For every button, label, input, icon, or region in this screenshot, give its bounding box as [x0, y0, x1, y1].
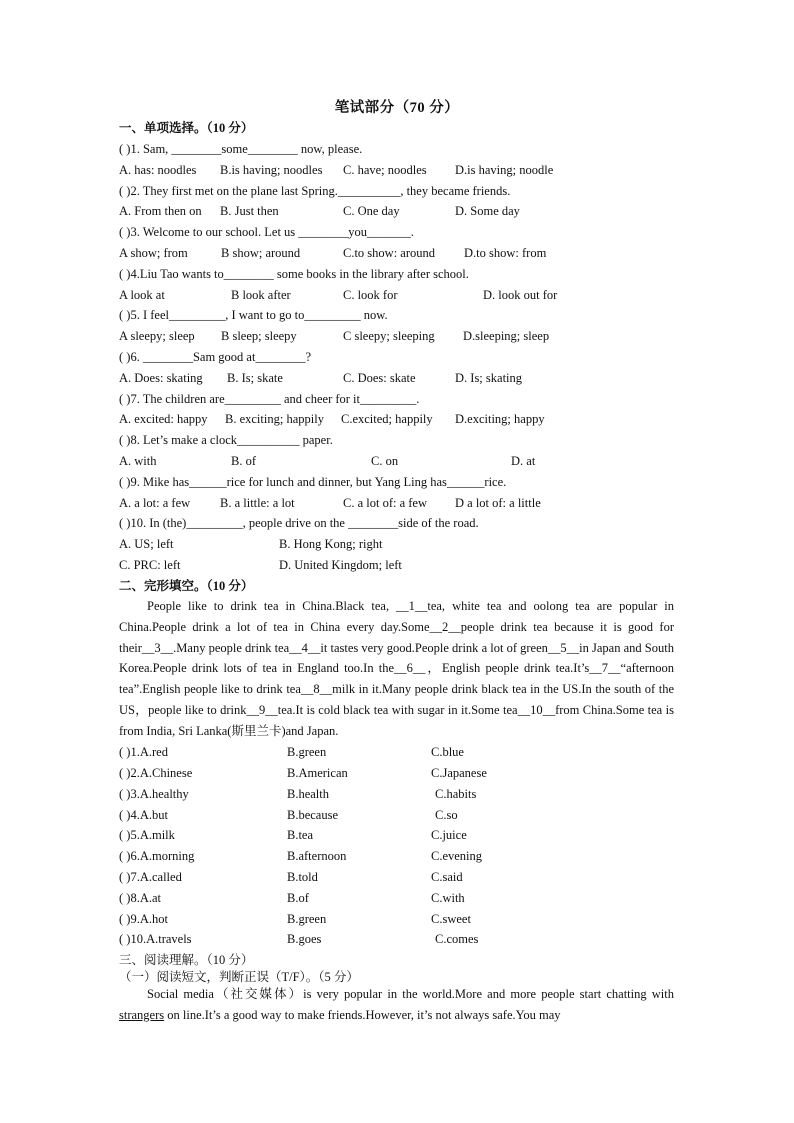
q1-opt-b: B.is having; noodles [220, 163, 323, 177]
cloze-row-9-c: C.sweet [431, 912, 471, 926]
cloze-row-7-b: B.told [287, 870, 318, 884]
q10-opt-b: B. Hong Kong; right [279, 537, 383, 551]
section1-heading: 一、单项选择。（10 分） [119, 121, 254, 135]
cloze-row-9-a: ( )9.A.hot [119, 912, 168, 926]
cloze-row-8-c: C.with [431, 891, 465, 905]
q6-opt-c: C. Does: skate [343, 371, 416, 385]
cloze-row-3-c: C.habits [435, 787, 477, 801]
q1-opt-a: A. has: noodles [119, 163, 197, 177]
q5-opt-a: A sleepy; sleep [119, 329, 195, 343]
cloze-row-8-b: B.of [287, 891, 309, 905]
q2-opt-d: D. Some day [455, 204, 520, 218]
cloze-row-2-c: C.Japanese [431, 766, 487, 780]
q4-opt-d: D. look out for [483, 288, 558, 302]
blank-7: __7__ [589, 661, 621, 676]
cloze-row-5-a: ( )5.A.milk [119, 828, 175, 842]
q6-opt-b: B. Is; skate [227, 371, 283, 385]
q7-opt-a: A. excited: happy [119, 412, 208, 426]
cloze-row-2-a: ( )2.A.Chinese [119, 766, 193, 780]
q2-stem: ( )2. They first met on the plane last Spring.__________, they became friends. [119, 184, 511, 198]
q7-opt-c: C.excited; happily [341, 412, 433, 426]
reading-passage: Social media（社交媒体）is very popular in the world.More and more people start chatting with strangers on line.It’s a good way to make friends.However, it’s not always safe.You may [119, 987, 674, 1022]
cloze-row-6-b: B.afternoon [287, 849, 347, 863]
q3-opt-a: A show; from [119, 246, 188, 260]
q2-opt-c: C. One day [343, 204, 400, 218]
q5-opt-b: B sleep; sleepy [221, 329, 297, 343]
q4-opt-a: A look at [119, 288, 165, 302]
q9-opt-d: D a lot of: a little [455, 496, 541, 510]
blank-8: __8__ [300, 682, 333, 697]
cloze-row-6-a: ( )6.A.morning [119, 849, 195, 863]
cloze-row-4-c: C.so [435, 808, 458, 822]
q1-stem: ( )1. Sam, ________some________ now, please. [119, 142, 363, 156]
cloze-row-1-c: C.blue [431, 745, 464, 759]
cloze-row-2-b: B.American [287, 766, 348, 780]
blank-3: __3__ [141, 640, 174, 655]
q2-opt-a: A. From then on [119, 204, 202, 218]
blank-5: __5__ [547, 640, 580, 655]
q3-opt-c: C.to show: around [343, 246, 436, 260]
cloze-row-10-a: ( )10.A.travels [119, 932, 192, 946]
q10-stem: ( )10. In (the)_________, people drive on the ________side of the road. [119, 516, 479, 530]
q1-opt-d: D.is having; noodle [455, 163, 554, 177]
section3-subheading: （一）阅读短文，判断正误（T/F）。（5 分） [119, 970, 359, 984]
cloze-row-1-a: ( )1.A.red [119, 745, 168, 759]
cloze-row-8-a: ( )8.A.at [119, 891, 161, 905]
q8-opt-a: A. with [119, 454, 157, 468]
cloze-passage: People like to drink tea in China.Black tea, __1__tea, white tea and oolong tea are popular in China.People drink a lot of tea in China every day.Some__2__people drink tea because it is good for their__3__.Many people drink tea__4__it tastes very good.People drink a lot of green__5__in Japan and South Korea.People drink lots of tea in England too.In the__6__，English people drink tea.It’s__7__“afternoon tea”.English people like to drink tea__8__milk in it.Many people drink black tea in the US.In the south of the US，people like to drink__9__tea.It is cold black tea with sugar in it.Some tea__10__from China.Some tea is from India, Sri Lanka(斯里兰卡)and Japan. [119, 599, 675, 738]
q3-opt-d: D.to show: from [464, 246, 547, 260]
underlined-word: strangers [119, 1007, 165, 1022]
q7-opt-d: D.exciting; happy [455, 412, 545, 426]
section2-heading: 二、完形填空。（10 分） [119, 579, 254, 593]
q7-opt-b: B. exciting; happily [225, 412, 324, 426]
q10-opt-a: A. US; left [119, 537, 174, 551]
cloze-row-10-c: C.comes [435, 932, 479, 946]
q4-opt-b: B look after [231, 288, 291, 302]
q6-stem: ( )6. ________Sam good at________? [119, 350, 311, 364]
blank-4: __4__ [289, 640, 321, 655]
page-title: 笔试部分（70 分） [334, 100, 460, 116]
q4-stem: ( )4.Liu Tao wants to________ some books in the library after school. [119, 267, 469, 281]
q3-opt-b: B show; around [221, 246, 301, 260]
blank-10: __10__ [517, 702, 556, 717]
q2-opt-b: B. Just then [220, 204, 279, 218]
q10-opt-d: D. United Kingdom; left [279, 558, 402, 572]
cloze-row-9-b: B.green [287, 912, 327, 926]
cloze-row-3-a: ( )3.A.healthy [119, 787, 189, 801]
q5-stem: ( )5. I feel_________, I want to go to_________ now. [119, 308, 388, 322]
blank-9: __9__ [246, 702, 278, 717]
cloze-row-5-c: C.juice [431, 828, 467, 842]
cloze-row-6-c: C.evening [431, 849, 483, 863]
q4-opt-c: C. look for [343, 288, 398, 302]
q8-stem: ( )8. Let’s make a clock__________ paper. [119, 433, 333, 447]
cloze-row-5-b: B.tea [287, 828, 314, 842]
cloze-row-4-a: ( )4.A.but [119, 808, 168, 822]
q1-opt-c: C. have; noodles [343, 163, 427, 177]
q9-stem: ( )9. Mike has______rice for lunch and dinner, but Yang Ling has______rice. [119, 475, 507, 489]
q8-opt-d: D. at [511, 454, 536, 468]
blank-6: __6__ [394, 661, 426, 676]
cloze-row-7-c: C.said [431, 870, 463, 884]
q7-stem: ( )7. The children are_________ and cheer for it_________. [119, 392, 420, 406]
q3-stem: ( )3. Welcome to our school. Let us ________you_______. [119, 225, 414, 239]
cloze-row-10-b: B.goes [287, 932, 322, 946]
q8-opt-c: C. on [371, 454, 399, 468]
q5-opt-c: C sleepy; sleeping [343, 329, 435, 343]
q8-opt-b: B. of [231, 454, 256, 468]
cloze-row-3-b: B.health [287, 787, 330, 801]
q9-opt-a: A. a lot: a few [119, 496, 191, 510]
section3-heading: 三、阅读理解。（10 分） [119, 953, 254, 967]
q6-opt-d: D. Is; skating [455, 371, 523, 385]
q6-opt-a: A. Does: skating [119, 371, 203, 385]
q10-opt-c: C. PRC: left [119, 558, 181, 572]
q9-opt-c: C. a lot of: a few [343, 496, 428, 510]
q5-opt-d: D.sleeping; sleep [463, 329, 550, 343]
blank-2: __2__ [429, 619, 461, 634]
q9-opt-b: B. a little: a lot [220, 496, 295, 510]
cloze-row-4-b: B.because [287, 808, 339, 822]
cloze-row-1-b: B.green [287, 745, 327, 759]
cloze-row-7-a: ( )7.A.called [119, 870, 182, 884]
blank-1: __1__ [396, 599, 428, 613]
